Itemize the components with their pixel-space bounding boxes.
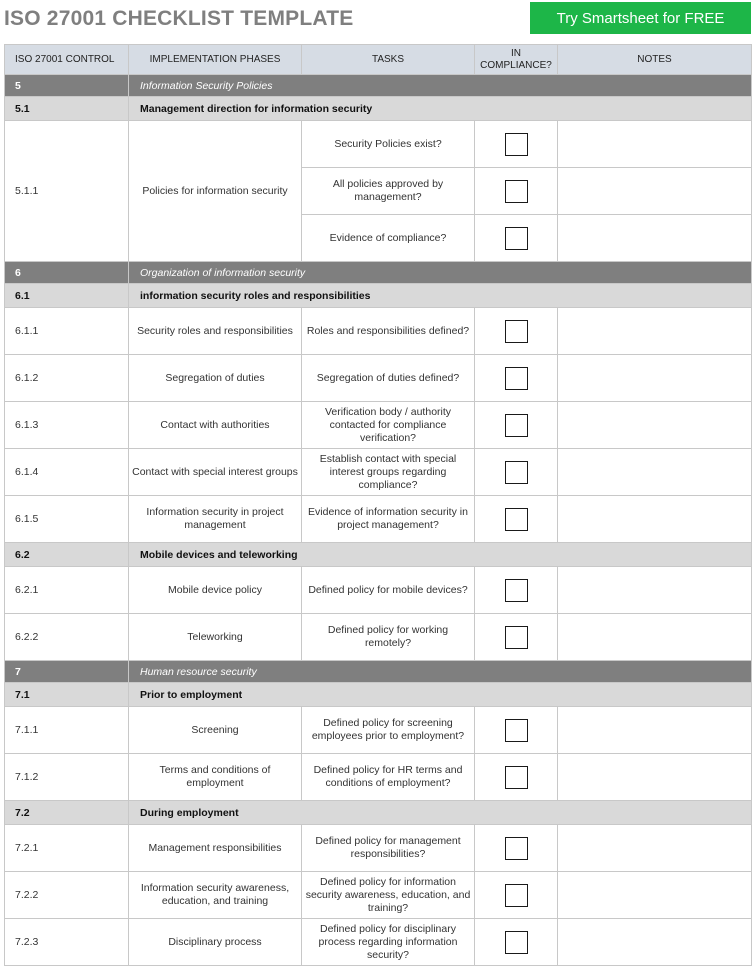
phase-text: Contact with authorities — [129, 402, 302, 449]
notes-cell[interactable] — [558, 707, 752, 754]
task-text: Defined policy for information security awareness, education, and training? — [302, 872, 475, 919]
compliance-cell — [475, 402, 558, 449]
compliance-cell — [475, 707, 558, 754]
checklist-row — [5, 308, 752, 355]
notes-cell[interactable] — [558, 402, 752, 449]
compliance-cell — [475, 872, 558, 919]
compliance-checkbox[interactable] — [505, 414, 528, 437]
header-compliance-line1: IN — [511, 47, 521, 59]
phase-text: Information security awareness, education, and training — [129, 872, 302, 919]
notes-cell[interactable] — [558, 754, 752, 801]
checklist-row — [5, 825, 752, 872]
phase-text: Disciplinary process — [129, 919, 302, 966]
notes-cell[interactable] — [558, 168, 752, 215]
notes-cell[interactable] — [558, 567, 752, 614]
control-id: 6.1.2 — [5, 355, 129, 402]
checklist-row — [5, 567, 752, 614]
notes-cell[interactable] — [558, 121, 752, 168]
compliance-cell — [475, 168, 558, 215]
header-row — [5, 45, 752, 75]
checklist-row — [5, 919, 752, 966]
task-text: All policies approved by management? — [302, 168, 475, 215]
subsection-row — [5, 97, 752, 121]
task-text: Defined policy for HR terms and conditions of employment? — [302, 754, 475, 801]
notes-cell[interactable] — [558, 355, 752, 402]
notes-cell[interactable] — [558, 215, 752, 262]
control-id: 6.2.1 — [5, 567, 129, 614]
try-smartsheet-button[interactable]: Try Smartsheet for FREE — [530, 2, 751, 34]
phase-text: Contact with special interest groups — [129, 449, 302, 496]
section-row — [5, 661, 752, 683]
compliance-checkbox[interactable] — [505, 320, 528, 343]
phase-text: Mobile device policy — [129, 567, 302, 614]
compliance-checkbox[interactable] — [505, 227, 528, 250]
task-text: Defined policy for mobile devices? — [302, 567, 475, 614]
checklist-row — [5, 449, 752, 496]
task-text: Establish contact with special interest groups regarding compliance? — [302, 449, 475, 496]
phase-text: Segregation of duties — [129, 355, 302, 402]
section-label: Information Security Policies — [129, 75, 752, 97]
phase-text: Terms and conditions of employment — [129, 754, 302, 801]
checklist-row — [5, 355, 752, 402]
control-id: 7.2.3 — [5, 919, 129, 966]
task-text: Defined policy for management responsibilities? — [302, 825, 475, 872]
phase-text: Screening — [129, 707, 302, 754]
section-row — [5, 262, 752, 284]
checklist-row — [5, 121, 752, 168]
subsection-number: 7.2 — [5, 801, 129, 825]
section-number: 6 — [5, 262, 129, 284]
header-tasks: TASKS — [302, 45, 475, 75]
task-text: Evidence of information security in project management? — [302, 496, 475, 543]
subsection-number: 7.1 — [5, 683, 129, 707]
compliance-checkbox[interactable] — [505, 579, 528, 602]
compliance-checkbox[interactable] — [505, 508, 528, 531]
control-id: 6.2.2 — [5, 614, 129, 661]
subsection-label: information security roles and responsibilities — [129, 284, 752, 308]
compliance-checkbox[interactable] — [505, 719, 528, 742]
subsection-row — [5, 801, 752, 825]
control-id: 7.1.2 — [5, 754, 129, 801]
subsection-row — [5, 543, 752, 567]
subsection-label: Prior to employment — [129, 683, 752, 707]
section-number: 7 — [5, 661, 129, 683]
notes-cell[interactable] — [558, 308, 752, 355]
task-text: Verification body / authority contacted for compliance verification? — [302, 402, 475, 449]
subsection-number: 5.1 — [5, 97, 129, 121]
phase-text: Teleworking — [129, 614, 302, 661]
compliance-cell — [475, 614, 558, 661]
page-title: ISO 27001 CHECKLIST TEMPLATE — [4, 7, 354, 30]
task-text: Segregation of duties defined? — [302, 355, 475, 402]
notes-cell[interactable] — [558, 919, 752, 966]
compliance-cell — [475, 754, 558, 801]
notes-cell[interactable] — [558, 872, 752, 919]
subsection-row — [5, 683, 752, 707]
checklist-row — [5, 707, 752, 754]
control-id: 7.2.2 — [5, 872, 129, 919]
header-compliance — [475, 45, 558, 75]
checklist-row — [5, 872, 752, 919]
task-text: Roles and responsibilities defined? — [302, 308, 475, 355]
checklist-row — [5, 496, 752, 543]
control-id: 6.1.3 — [5, 402, 129, 449]
subsection-number: 6.1 — [5, 284, 129, 308]
compliance-checkbox[interactable] — [505, 931, 528, 954]
compliance-cell — [475, 449, 558, 496]
notes-cell[interactable] — [558, 614, 752, 661]
subsection-label: Management direction for information security — [129, 97, 752, 121]
compliance-checkbox[interactable] — [505, 626, 528, 649]
checklist-row — [5, 614, 752, 661]
task-text: Security Policies exist? — [302, 121, 475, 168]
compliance-checkbox[interactable] — [505, 766, 528, 789]
phase-text: Information security in project management — [129, 496, 302, 543]
control-id: 7.1.1 — [5, 707, 129, 754]
task-text: Defined policy for working remotely? — [302, 614, 475, 661]
subsection-row — [5, 284, 752, 308]
phase-text: Policies for information security — [129, 121, 302, 262]
notes-cell[interactable] — [558, 449, 752, 496]
compliance-checkbox[interactable] — [505, 837, 528, 860]
control-id: 6.1.4 — [5, 449, 129, 496]
section-label: Organization of information security — [129, 262, 752, 284]
checklist-row — [5, 402, 752, 449]
notes-cell[interactable] — [558, 496, 752, 543]
phase-text: Security roles and responsibilities — [129, 308, 302, 355]
compliance-checkbox[interactable] — [505, 367, 528, 390]
subsection-label: Mobile devices and teleworking — [129, 543, 752, 567]
compliance-cell — [475, 567, 558, 614]
compliance-cell — [475, 355, 558, 402]
compliance-checkbox[interactable] — [505, 133, 528, 156]
task-text: Defined policy for disciplinary process regarding information security? — [302, 919, 475, 966]
task-text: Evidence of compliance? — [302, 215, 475, 262]
compliance-checkbox[interactable] — [505, 180, 528, 203]
control-id: 7.2.1 — [5, 825, 129, 872]
compliance-cell — [475, 825, 558, 872]
task-text: Defined policy for screening employees prior to employment? — [302, 707, 475, 754]
control-id: 5.1.1 — [5, 121, 129, 262]
compliance-cell — [475, 121, 558, 168]
header-control: ISO 27001 CONTROL — [5, 45, 129, 75]
compliance-cell — [475, 215, 558, 262]
header-notes: NOTES — [558, 45, 752, 75]
header-compliance-line2: COMPLIANCE? — [480, 59, 552, 71]
section-row — [5, 75, 752, 97]
compliance-checkbox[interactable] — [505, 461, 528, 484]
compliance-cell — [475, 496, 558, 543]
control-id: 6.1.5 — [5, 496, 129, 543]
section-number: 5 — [5, 75, 129, 97]
subsection-label: During employment — [129, 801, 752, 825]
header-phases: IMPLEMENTATION PHASES — [129, 45, 302, 75]
compliance-checkbox[interactable] — [505, 884, 528, 907]
phase-text: Management responsibilities — [129, 825, 302, 872]
subsection-number: 6.2 — [5, 543, 129, 567]
notes-cell[interactable] — [558, 825, 752, 872]
compliance-cell — [475, 919, 558, 966]
checklist-table — [4, 44, 752, 966]
control-id: 6.1.1 — [5, 308, 129, 355]
compliance-cell — [475, 308, 558, 355]
section-label: Human resource security — [129, 661, 752, 683]
checklist-row — [5, 754, 752, 801]
